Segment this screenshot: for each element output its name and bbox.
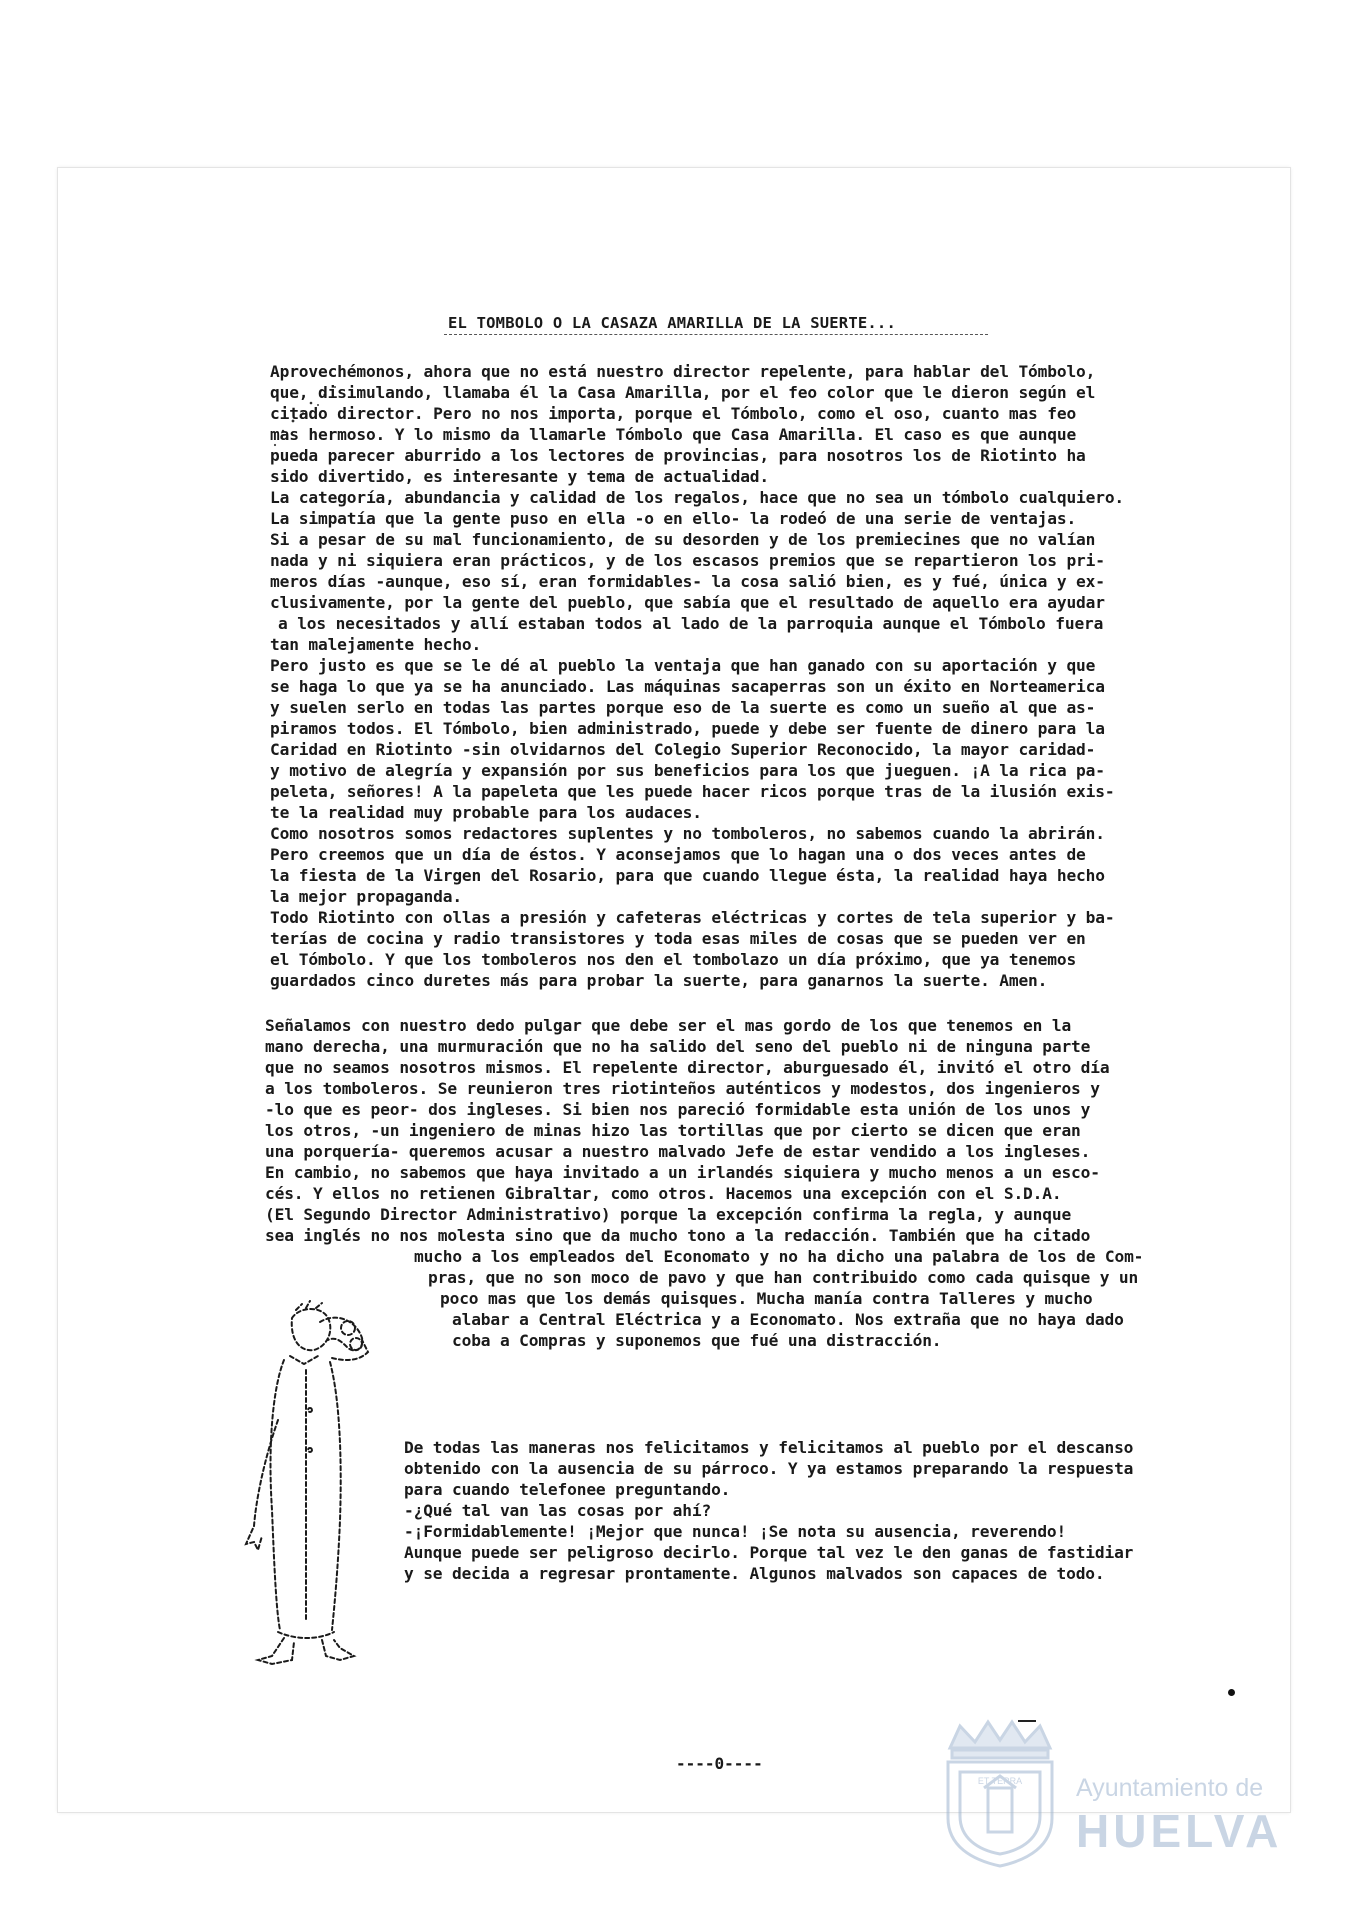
city-crest-icon [930,1718,1070,1868]
text-line: pras, que no son moco de pavo y que han contribuido como cada quisque y un [428,1268,1139,1287]
text-line: Si a pesar de su mal funcionamiento, de su desorden y de los premiecines que no valían [270,530,1096,549]
text-line: a los necesitados y allí estaban todos al lado de la parroquia aunque el Tómbolo fuera [278,614,1104,633]
text-line: mucho a los empleados del Economato y no ha dicho una palabra de los de Com- [414,1247,1144,1266]
text-line: guardados cinco duretes más para probar la suerte, para ganarnos la suerte. Amen. [270,971,1048,990]
text-line: mano derecha, una murmuración que no ha salido del seno del pueblo ni de ninguna parte [265,1037,1091,1056]
seal-text: ET TERRA [977,1776,1023,1786]
man-with-telephone-illustration [244,1300,424,1680]
text-line: la fiesta de la Virgen del Rosario, para que cuando llegue ésta, la realidad haya hecho [270,866,1105,885]
text-line: sido divertido, es interesante y tema de actualidad. [270,467,769,486]
end-separator: ----0---- [676,1754,763,1773]
title-underline [444,334,988,336]
text-line: cés. Y ellos no retienen Gibraltar, como otros. Hacemos una excepción con el S.D.A. [265,1184,1062,1203]
ayuntamiento-huelva-watermark [930,1718,1290,1868]
text-line: meros días -aunque, eso sí, eran formidables- la cosa salió bien, es y fué, única y ex- [270,572,1105,591]
text-line: Todo Riotinto con ollas a presión y cafeteras eléctricas y cortes de tela superior y ba- [270,908,1115,927]
text-line: Caridad en Riotinto -sin olvidarnos del Colegio Superior Reconocido, la mayor caridad- [270,740,1096,759]
text-line: -¡Formidablemente! ¡Mejor que nunca! ¡Se nota su ausencia, reverendo! [404,1522,1067,1541]
text-line: y motivo de alegría y expansión por sus beneficios para los que jueguen. ¡A la rica pa- [270,761,1105,780]
text-line: clusivamente, por la gente del pueblo, que sabía que el resultado de aquello era ayudar [270,593,1105,612]
text-line: te la realidad muy probable para los audaces. [270,803,702,822]
text-line: a los tomboleros. Se reunieron tres riotinteños auténticos y modestos, dos ingenieros y [265,1079,1100,1098]
text-line: se haga lo que ya se ha anunciado. Las máquinas sacaperras son un éxito en Norteamerica [270,677,1105,696]
text-line: obtenido con la ausencia de su párroco. Y ya estamos preparando la respuesta [404,1459,1134,1478]
text-line: los otros, -un ingeniero de minas hizo las tortillas que por cierto se dicen que eran [265,1121,1081,1140]
text-line: Pero justo es que se le dé al pueblo la ventaja que han ganado con su aportación y que [270,656,1096,675]
text-line: nada y ni siquiera eran prácticos, y de los escasos premios que se repartieron los pri- [270,551,1105,570]
text-line: Aprovechémonos, ahora que no está nuestro director repelente, para hablar del Tómbolo, [270,362,1096,381]
text-line: que no seamos nosotros mismos. El repelente director, aburguesado él, invitó el otro día [265,1058,1110,1077]
text-line: la mejor propaganda. [270,887,462,906]
text-line: para cuando telefonee preguntando. [404,1480,731,1499]
text-line: coba a Compras y suponemos que fué una distracción. [452,1331,942,1350]
text-line: y se decida a regresar prontamente. Algunos malvados son capaces de todo. [404,1564,1105,1583]
text-line: sea inglés no nos molesta sino que da mucho tono a la redacción. También que ha citado [265,1226,1091,1245]
text-line: que, disimulando, llamaba él la Casa Amarilla, por el feo color que le dieron según el [270,383,1096,402]
text-line: poco mas que los demás quisques. Mucha manía contra Talleres y mucho [440,1289,1093,1308]
text-line: La categoría, abundancia y calidad de los regalos, hace que no sea un tómbolo cualquiero. [270,488,1125,507]
text-line: citado director. Pero no nos importa, porque el Tómbolo, como el oso, cuanto mas feo [270,404,1077,423]
watermark-line-2: HUELVA [1076,1805,1283,1857]
text-line: pueda parecer aburrido a los lectores de provincias, para nosotros los de Riotinto ha [270,446,1086,465]
text-line: terías de cocina y radio transistores y toda esas miles de cosas que se pueden ver en [270,929,1086,948]
text-line: tan malejamente hecho. [270,635,482,654]
text-line: Pero creemos que un día de éstos. Y aconsejamos que lo hagan una o dos veces antes de [270,845,1086,864]
ink-dot [1228,1689,1235,1696]
text-line: -lo que es peor- dos ingleses. Si bien nos pareció formidable esta unión de los unos y [265,1100,1091,1119]
text-line: piramos todos. El Tómbolo, bien administrado, puede y debe ser fuente de dinero para la [270,719,1105,738]
text-line: mas hermoso. Y lo mismo da llamarle Tómbolo que Casa Amarilla. El caso es que aunque [270,425,1077,444]
watermark-line-1: Ayuntamiento de [1076,1774,1264,1802]
text-line: La simpatía que la gente puso en ella -o en ello- la rodeó de una serie de ventajas. [270,509,1077,528]
text-line: De todas las maneras nos felicitamos y felicitamos al pueblo por el descanso [404,1438,1134,1457]
text-line: Señalamos con nuestro dedo pulgar que debe ser el mas gordo de los que tenemos en la [265,1016,1072,1035]
text-line: -¿Qué tal van las cosas por ahí? [404,1501,712,1520]
text-line: peleta, señores! A la papeleta que les puede hacer ricos porque tras de la ilusión exis- [270,782,1115,801]
text-line: Como nosotros somos redactores suplentes y no tomboleros, no sabemos cuando la abrirán. [270,824,1105,843]
text-line: el Tómbolo. Y que los tomboleros nos den el tombolazo un día próximo, que ya tenemos [270,950,1077,969]
text-line: una porquería- queremos acusar a nuestro malvado Jefe de estar vendido a los ingleses. [265,1142,1091,1161]
text-line: y suelen serlo en todas las partes porque eso de la suerte es como un sueño al que as- [270,698,1096,717]
text-line: Aunque puede ser peligroso decirlo. Porque tal vez le den ganas de fastidiar [404,1543,1134,1562]
document-title: EL TOMBOLO O LA CASAZA AMARILLA DE LA SUERTE... [448,314,896,332]
text-line: En cambio, no sabemos que haya invitado a un irlandés siquiera y mucho menos a un esco- [265,1163,1100,1182]
text-line: (El Segundo Director Administrativo) porque la excepción confirma la regla, y aunque [265,1205,1072,1224]
text-line: alabar a Central Eléctrica y a Economato. Nos extraña que no haya dado [452,1310,1124,1329]
